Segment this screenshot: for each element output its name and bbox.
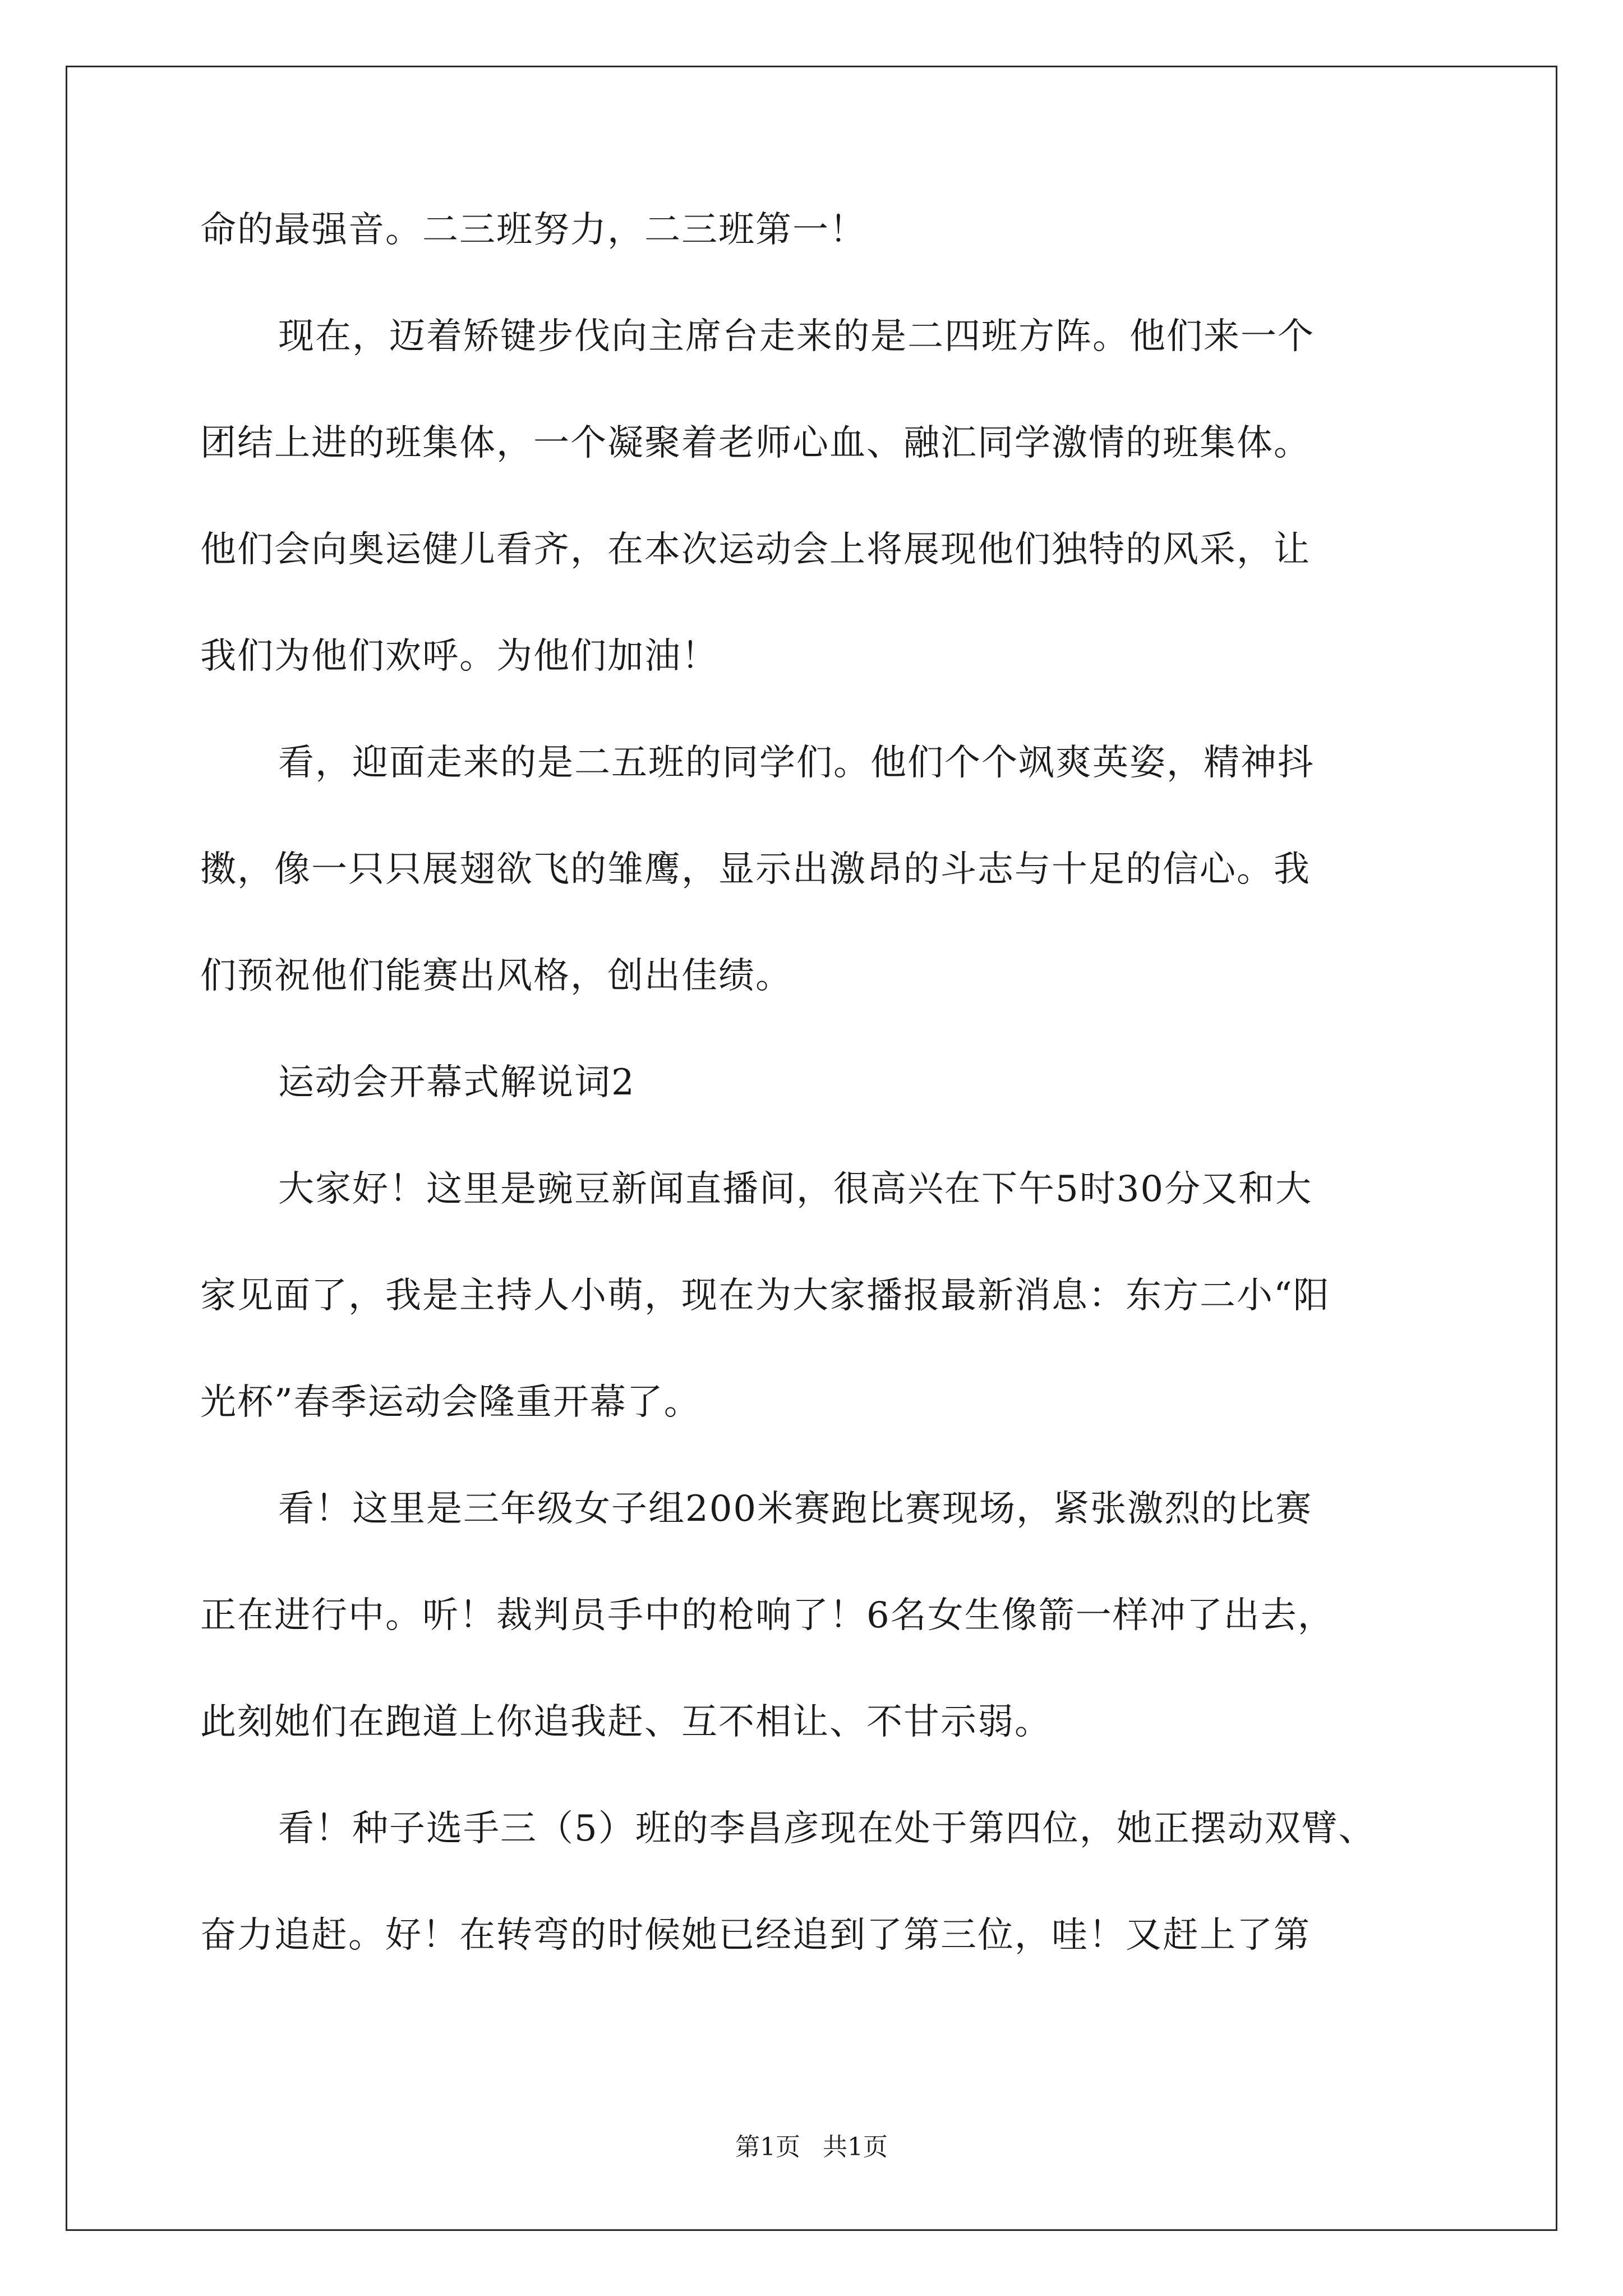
text-line-5: 我们为他们欢呼。为他们加油！: [200, 636, 718, 677]
page-number: 第1页: [735, 2133, 800, 2161]
text-line-13: 看！这里是三年级女子组200米赛跑比赛现场，紧张激烈的比赛: [278, 1488, 1313, 1530]
page-footer: [0, 2132, 1623, 2163]
text-line-8: 们预祝他们能赛出风格，创出佳绩。: [200, 955, 792, 997]
text-line-17: 奋力追赶。好！在转弯的时候她已经追到了第三位，哇！又赶上了第: [200, 1915, 1311, 1956]
text-line-4: 他们会向奥运健儿看齐，在本次运动会上将展现他们独特的风采，让: [200, 529, 1311, 570]
text-line-2: 现在，迈着矫键步伐向主席台走来的是二四班方阵。他们来一个: [278, 316, 1315, 357]
text-line-15: 此刻她们在跑道上你追我赶、互不相让、不甘示弱。: [200, 1701, 1052, 1743]
text-line-16: 看！种子选手三（5）班的李昌彦现在处于第四位，她正摆动双臂、: [278, 1808, 1376, 1849]
text-line-10: 大家好！这里是豌豆新闻直播间，很高兴在下午5时30分又和大: [278, 1168, 1313, 1210]
page-border: [66, 66, 1557, 2231]
text-line-11: 家见面了，我是主持人小萌，现在为大家播报最新消息：东方二小“阳: [200, 1275, 1330, 1317]
page-total: 共1页: [823, 2133, 888, 2161]
text-line-7: 擞，像一只只展翅欲飞的雏鹰，显示出激昂的斗志与十足的信心。我: [200, 849, 1311, 890]
text-line-1: 命的最强音。二三班努力，二三班第一！: [200, 209, 866, 251]
section-heading: 运动会开幕式解说词2: [278, 1062, 635, 1103]
text-line-3: 团结上进的班集体，一个凝聚着老师心血、融汇同学激情的班集体。: [200, 422, 1311, 464]
text-line-12: 光杯”春季运动会隆重开幕了。: [200, 1382, 701, 1423]
text-line-6: 看，迎面走来的是二五班的同学们。他们个个飒爽英姿，精神抖: [278, 742, 1315, 784]
text-line-14: 正在进行中。听！裁判员手中的枪响了！6名女生像箭一样冲了出去，: [200, 1595, 1335, 1636]
